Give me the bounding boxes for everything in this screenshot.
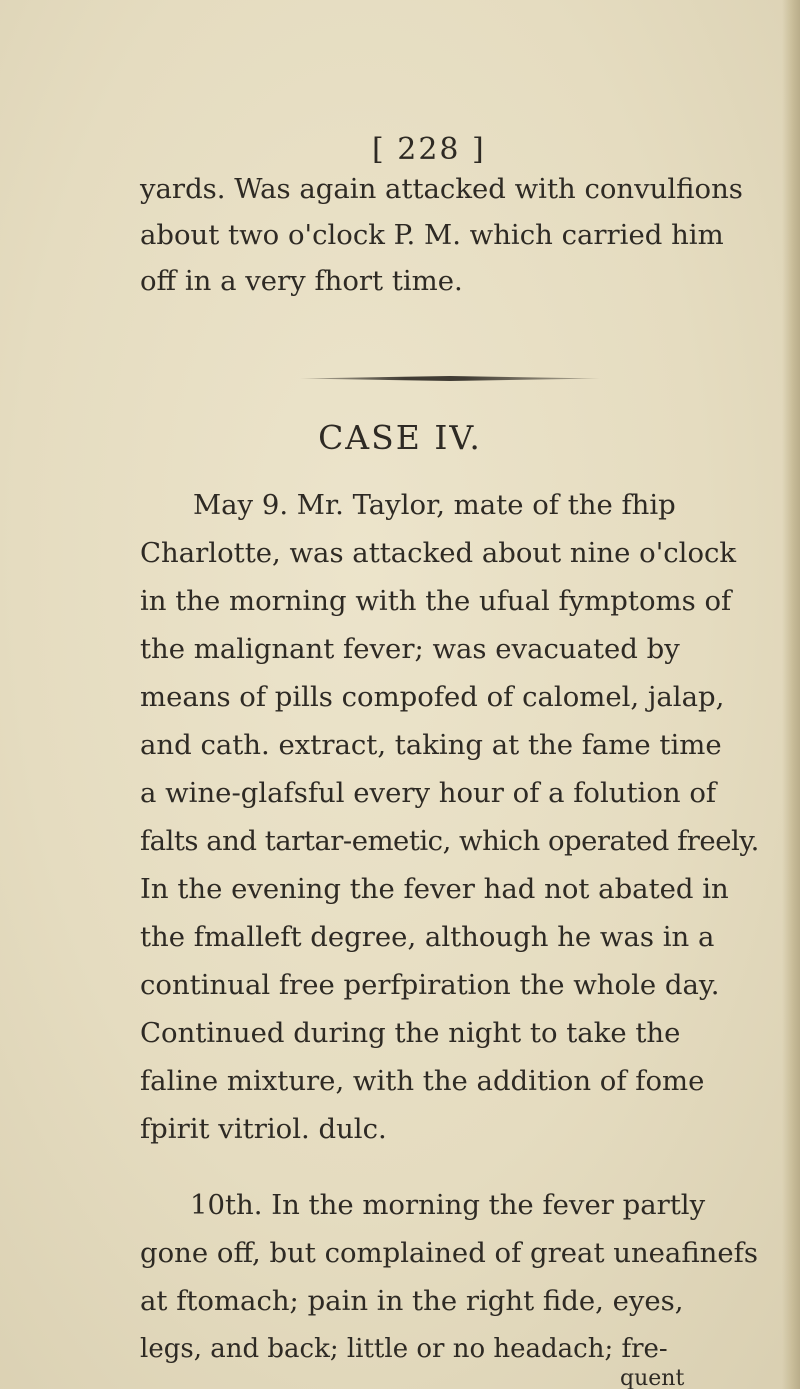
text-line: a wine-glafsful every hour of a folution of <box>140 777 717 809</box>
text-line: the malignant fever; was evacuated by <box>140 633 680 665</box>
text-line: fpirit vitriol. dulc. <box>140 1113 387 1145</box>
text-line: legs, and back; little or no headach; fre- <box>140 1334 668 1364</box>
text-line: the fmalleft degree, although he was in a <box>140 921 715 953</box>
text-line: off in a very fhort time. <box>140 265 463 297</box>
page-edge-shadow <box>782 0 800 1389</box>
text-line: May 9. Mr. Taylor, mate of the fhip <box>193 489 676 521</box>
text-line: in the morning with the ufual fymptoms of <box>140 585 732 617</box>
text-line: In the evening the fever had not abated in <box>140 873 729 905</box>
catchword: quent <box>620 1366 685 1389</box>
page-number: [ 228 ] <box>372 132 486 167</box>
text-line: and cath. extract, taking at the fame time <box>140 729 722 761</box>
text-line: at ftomach; pain in the right fide, eyes, <box>140 1285 684 1317</box>
text-line: continual free perfpiration the whole day. <box>140 969 720 1001</box>
text-line: Charlotte, was attacked about nine o'clock <box>140 537 737 569</box>
text-line: about two o'clock P. M. which carried him <box>140 219 724 251</box>
text-line: gone off, but complained of great uneafinefs <box>140 1237 758 1269</box>
text-line: 10th. In the morning the fever partly <box>190 1189 706 1221</box>
text-line: falts and tartar-emetic, which operated freely. <box>140 825 759 857</box>
text-line: yards. Was again attacked with convulfions <box>140 173 743 205</box>
text-line: Continued during the night to take the <box>140 1017 681 1049</box>
case-heading: CASE IV. <box>318 418 482 457</box>
text-line: means of pills compofed of calomel, jalap, <box>140 681 725 713</box>
text-line: faline mixture, with the addition of fome <box>140 1065 705 1097</box>
section-divider-rule <box>300 376 600 381</box>
